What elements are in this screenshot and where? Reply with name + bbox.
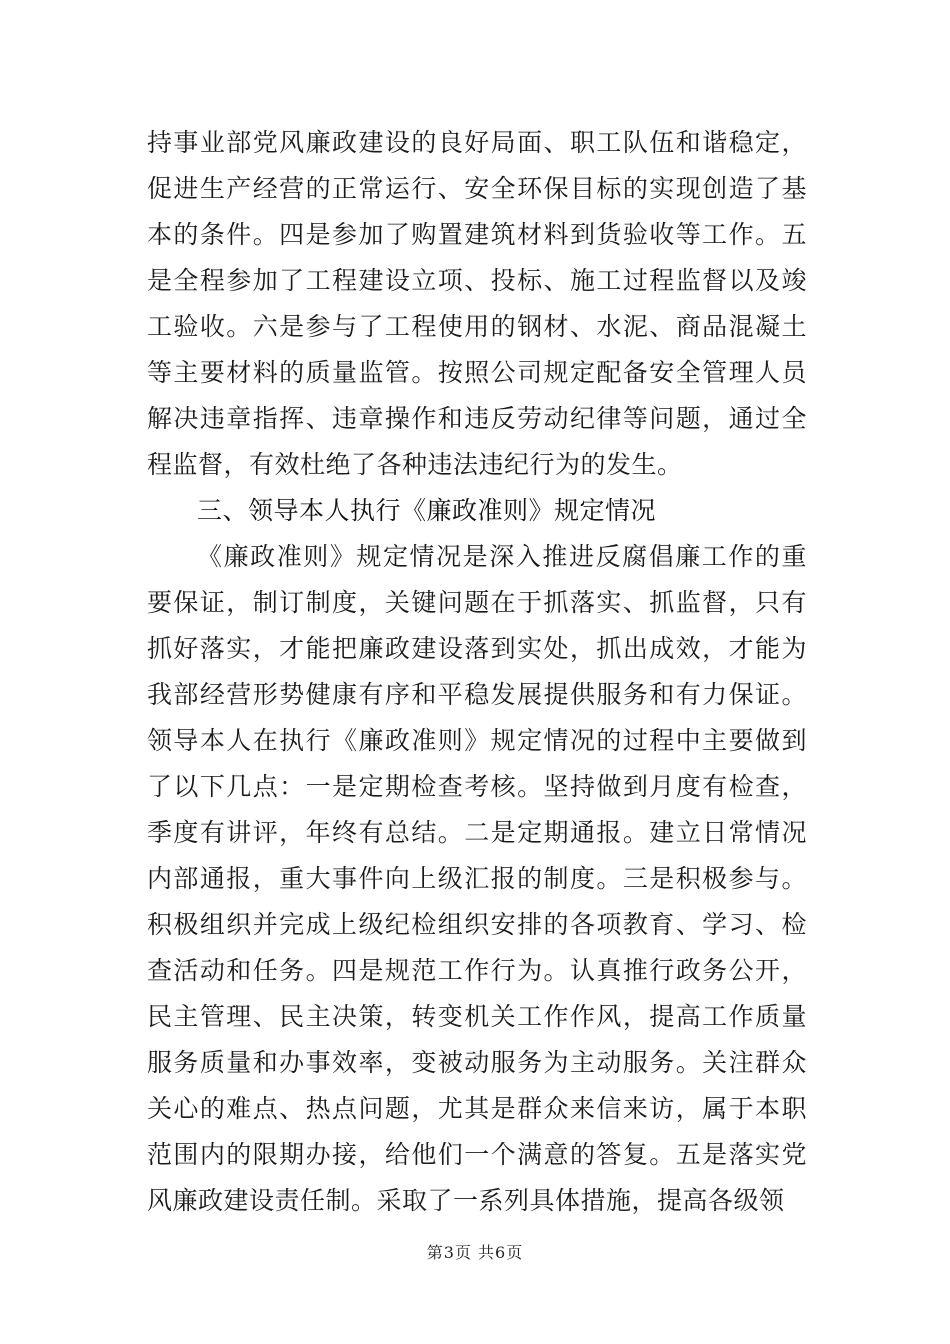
paragraph-continuation: 持事业部党风廉政建设的良好局面、职工队伍和谐稳定，促进生产经营的正常运行、安全环保目标的实现创造了基本的条件。四是参加了购置建筑材料到货验收等工作。五是全程参加了工程建设立项、投标、施工过程监督以及竣工验收。六是参与了工程使用的钢材、水泥、商品混凝土等主要材料的质量监管。按照公司规定配备安全管理人员解决违章指挥、违章操作和违反劳动纪律等问题，通过全程监督，有效杜绝了各种违法违纪行为的发生。 — [147, 128, 807, 479]
paragraph-body: 《廉政准则》规定情况是深入推进反腐倡廉工作的重要保证，制订制度，关键问题在于抓落实、抓监督，只有抓好落实，才能把廉政建设落到实处，抓出成效，才能为我部经营形势健康有序和平稳发展提供服务和有力保证。领导本人在执行《廉政准则》规定情况的过程中主要做到了以下几点：一是定期检查考核。坚持做到月度有检查，季度有讲评，年终有总结。二是定期通报。建立日常情况内部通报，重大事件向上级汇报的制度。三是积极参与。积极组织并完成上级纪检组织安排的各项教育、学习、检查活动和任务。四是规范工作行为。认真推行政务公开，民主管理、民主决策，转变机关工作作风，提高工作质量服务质量和办事效率，变被动服务为主动服务。关注群众关心的难点、热点问题，尤其是群众来信来访，属于本职范围内的限期办接，给他们一个满意的答复。五是落实党风廉政建设责任制。采取了一系列具体措施，提高各级领 — [147, 542, 807, 1215]
section-heading: 三、领导本人执行《廉政准则》规定情况 — [197, 496, 657, 525]
page-number-footer: 第3页 共6页 — [426, 1243, 524, 1262]
document-body — [147, 120, 807, 1224]
